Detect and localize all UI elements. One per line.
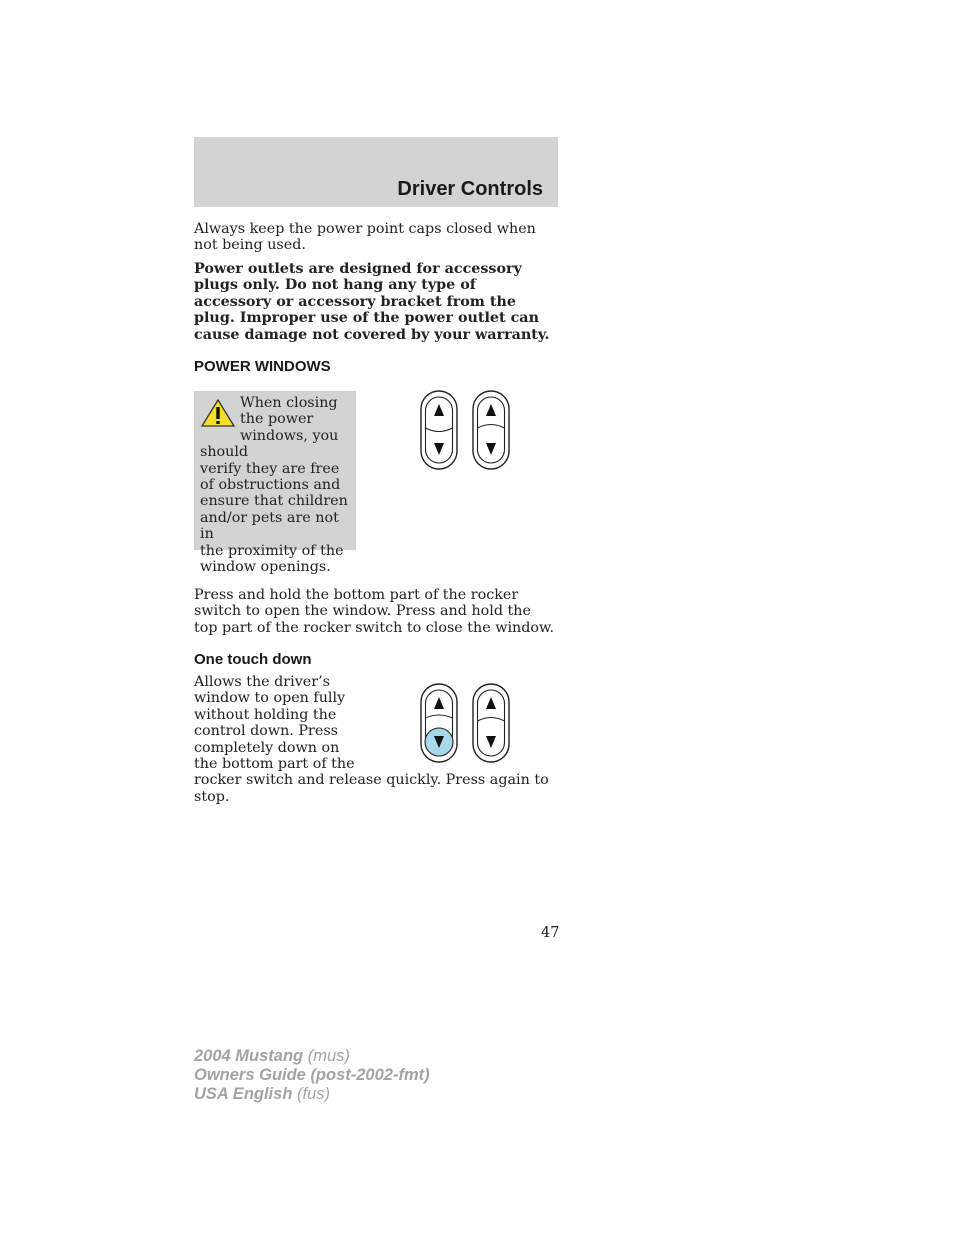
press-hold-paragraph: Press and hold the bottom part of the rocker switch to open the window. Press and hold the top part of the rocker switch to close the window. bbox=[194, 587, 555, 636]
warning-box bbox=[194, 391, 356, 576]
document-footer bbox=[194, 1047, 430, 1104]
window-rocker-switch-icon bbox=[421, 391, 457, 469]
footer-line-3: USA English (fus) bbox=[194, 1085, 330, 1103]
outlets-warning-paragraph: Power outlets are designed for accessory plugs only. Do not hang any type of accessory or accessory bracket from the plug. Improper use of the power outlet can cause damage not covered by your warranty. bbox=[194, 261, 550, 343]
window-switches-figure bbox=[418, 389, 512, 471]
one-touch-paragraph: Allows the driver’s window to open fully without holding the control down. Press completely down on the bottom part of the rocker switch and release quickly. Press again to stop. bbox=[194, 674, 549, 805]
window-rocker-switch-icon bbox=[421, 684, 457, 762]
power-windows-heading: POWER WINDOWS bbox=[194, 358, 331, 375]
section-header bbox=[194, 137, 558, 207]
section-title: Driver Controls bbox=[397, 178, 543, 200]
footer-line-2: Owners Guide (post-2002-fmt) bbox=[194, 1066, 430, 1084]
warning-text: When closing the power windows, you should verify they are free of obstructions and ensure that children and/or pets are not in the proximity of the window openings. bbox=[200, 395, 348, 576]
one-touch-switches-figure bbox=[418, 682, 512, 764]
page-number: 47 bbox=[541, 925, 560, 941]
one-touch-down-heading: One touch down bbox=[194, 651, 312, 668]
caps-paragraph: Always keep the power point caps closed when not being used. bbox=[194, 221, 536, 254]
footer-line-1: 2004 Mustang (mus) bbox=[194, 1047, 350, 1065]
window-rocker-switch-icon bbox=[473, 684, 509, 762]
window-rocker-switch-icon bbox=[473, 391, 509, 469]
warning-triangle-icon bbox=[200, 397, 236, 429]
